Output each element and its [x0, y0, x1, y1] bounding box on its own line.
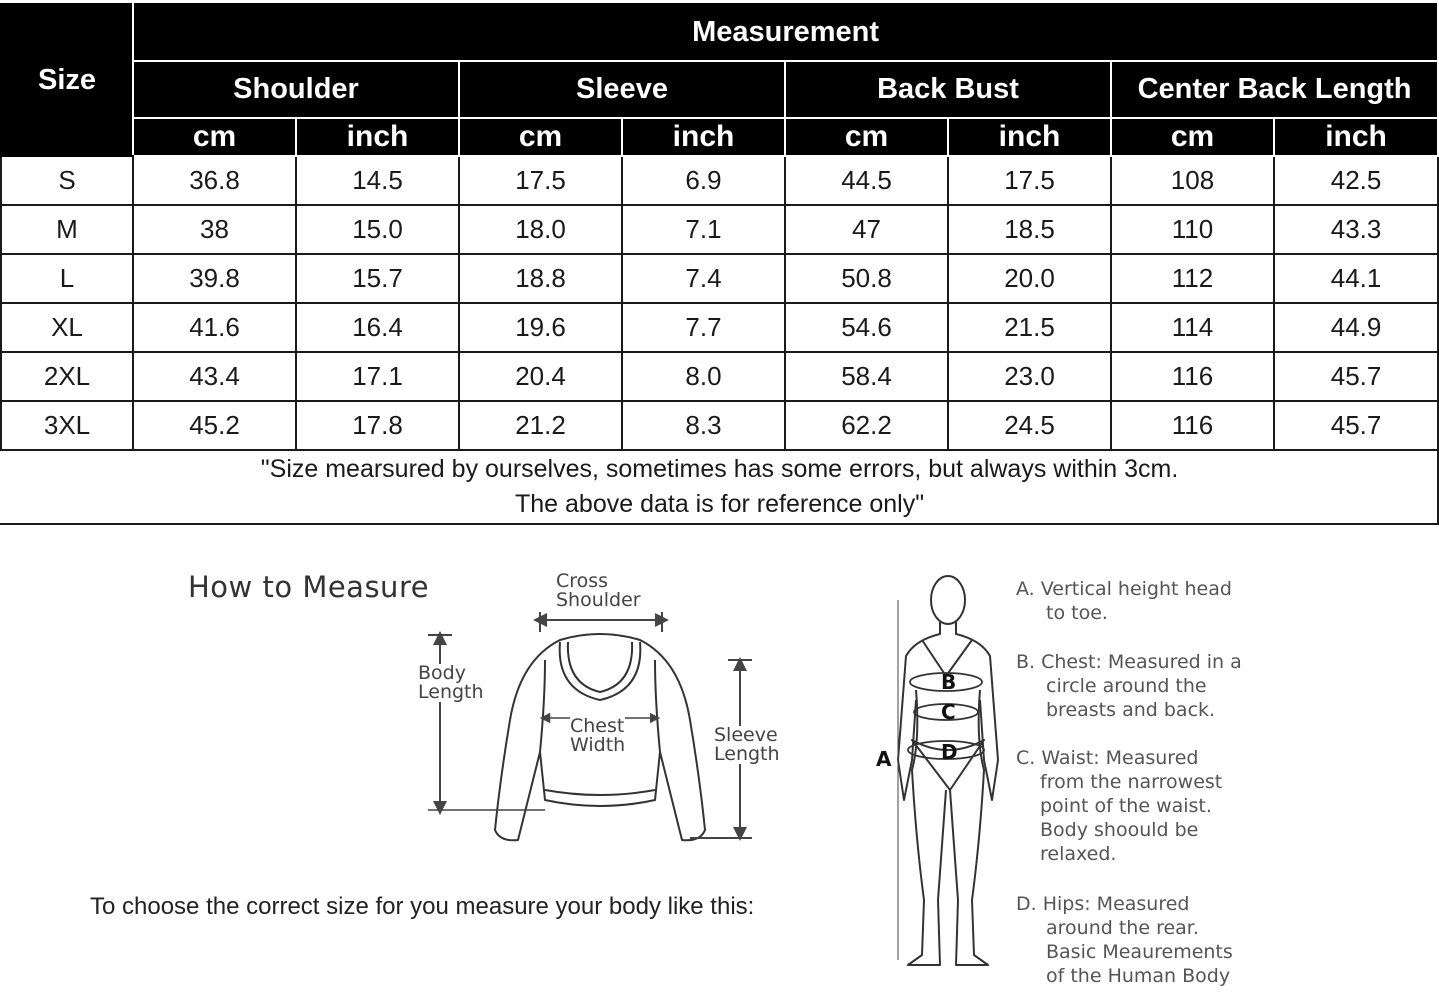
value-cell: 45.7	[1274, 352, 1438, 401]
size-column-header: Size	[1, 4, 133, 156]
group-header-back-bust: Back Bust	[785, 61, 1111, 118]
value-cell: 112	[1111, 254, 1274, 303]
value-cell: 42.5	[1274, 156, 1438, 205]
value-cell: 14.5	[296, 156, 459, 205]
value-cell: 8.0	[622, 352, 785, 401]
chest-width-label: Chest Width	[570, 715, 626, 756]
letter-c: C	[941, 700, 956, 724]
body-length-label: Body Length	[418, 662, 484, 703]
value-cell: 43.4	[133, 352, 296, 401]
guide-d: D. Hips: Measured around the rear. Basic Meaurements of the Human Body	[1016, 893, 1233, 987]
cross-shoulder-label: Cross Shoulder	[556, 570, 641, 611]
value-cell: 58.4	[785, 352, 948, 401]
size-cell: XL	[1, 303, 133, 352]
value-cell: 7.4	[622, 254, 785, 303]
unit-header: inch	[948, 118, 1111, 156]
size-cell: 3XL	[1, 401, 133, 450]
group-header-center-back-length: Center Back Length	[1111, 61, 1438, 118]
cross-shoulder-arrow	[540, 612, 662, 632]
size-cell: L	[1, 254, 133, 303]
value-cell: 41.6	[133, 303, 296, 352]
value-cell: 43.3	[1274, 205, 1438, 254]
value-cell: 62.2	[785, 401, 948, 450]
value-cell: 116	[1111, 401, 1274, 450]
value-cell: 19.6	[459, 303, 622, 352]
value-cell: 44.9	[1274, 303, 1438, 352]
value-cell: 8.3	[622, 401, 785, 450]
value-cell: 16.4	[296, 303, 459, 352]
guide-b: B. Chest: Measured in a circle around the breasts and back.	[1016, 651, 1242, 721]
value-cell: 17.1	[296, 352, 459, 401]
unit-header: inch	[296, 118, 459, 156]
size-cell: S	[1, 156, 133, 205]
value-cell: 18.0	[459, 205, 622, 254]
unit-header: cm	[1111, 118, 1274, 156]
value-cell: 23.0	[948, 352, 1111, 401]
group-header-sleeve: Sleeve	[459, 61, 785, 118]
note-line: "Size mearsured by ourselves, sometimes has some errors, but always within 3cm.	[260, 455, 1179, 483]
value-cell: 110	[1111, 205, 1274, 254]
value-cell: 17.5	[459, 156, 622, 205]
human-body-figure	[898, 576, 998, 965]
guide-a: A. Vertical height head to toe.	[1016, 578, 1232, 624]
unit-header: cm	[785, 118, 948, 156]
value-cell: 39.8	[133, 254, 296, 303]
value-cell: 44.5	[785, 156, 948, 205]
measurement-header: Measurement	[133, 4, 1438, 61]
instruction-text: To choose the correct size for you measure your body like this:	[90, 893, 755, 920]
value-cell: 17.8	[296, 401, 459, 450]
guide-c: C. Waist: Measured from the narrowest point of the waist. Body shoould be relaxed.	[1016, 747, 1223, 865]
value-cell: 7.7	[622, 303, 785, 352]
sleeve-length-label: Sleeve Length	[714, 724, 780, 765]
value-cell: 38	[133, 205, 296, 254]
size-cell: 2XL	[1, 352, 133, 401]
group-header-shoulder: Shoulder	[133, 61, 459, 118]
value-cell: 116	[1111, 352, 1274, 401]
unit-header: cm	[133, 118, 296, 156]
note-line: The above data is for reference only"	[514, 490, 925, 518]
value-cell: 108	[1111, 156, 1274, 205]
value-cell: 50.8	[785, 254, 948, 303]
value-cell: 18.5	[948, 205, 1111, 254]
value-cell: 7.1	[622, 205, 785, 254]
value-cell: 18.8	[459, 254, 622, 303]
unit-header: cm	[459, 118, 622, 156]
letter-a: A	[876, 747, 892, 771]
size-cell: M	[1, 205, 133, 254]
letter-b: B	[941, 670, 957, 694]
unit-header: inch	[1274, 118, 1438, 156]
letter-d: D	[941, 740, 958, 764]
unit-header: inch	[622, 118, 785, 156]
value-cell: 24.5	[948, 401, 1111, 450]
value-cell: 6.9	[622, 156, 785, 205]
value-cell: 17.5	[948, 156, 1111, 205]
how-to-measure-title: How to Measure	[188, 570, 430, 604]
value-cell: 44.1	[1274, 254, 1438, 303]
value-cell: 20.4	[459, 352, 622, 401]
value-cell: 36.8	[133, 156, 296, 205]
value-cell: 20.0	[948, 254, 1111, 303]
value-cell: 21.2	[459, 401, 622, 450]
value-cell: 15.0	[296, 205, 459, 254]
value-cell: 47	[785, 205, 948, 254]
value-cell: 45.7	[1274, 401, 1438, 450]
value-cell: 21.5	[948, 303, 1111, 352]
value-cell: 15.7	[296, 254, 459, 303]
value-cell: 45.2	[133, 401, 296, 450]
value-cell: 54.6	[785, 303, 948, 352]
value-cell: 114	[1111, 303, 1274, 352]
